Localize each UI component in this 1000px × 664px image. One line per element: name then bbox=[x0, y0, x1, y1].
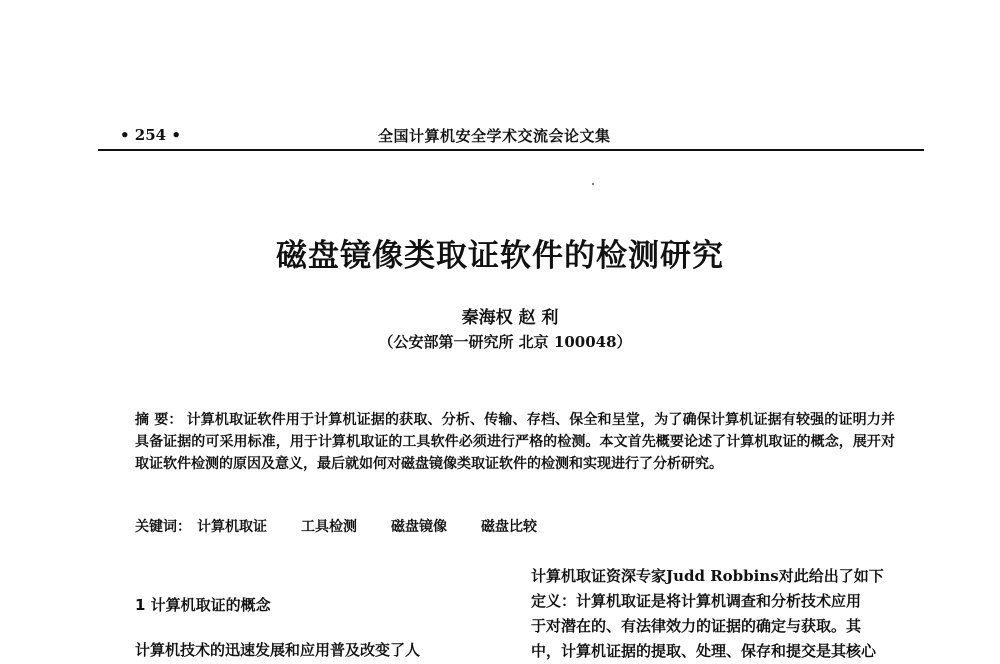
affiliation: （公安部第一研究所 北京 100048） bbox=[378, 333, 632, 351]
text-line: 计算机取证资深专家Judd Robbins对此给出了如下 bbox=[531, 567, 884, 585]
keyword: 磁盘镜像 bbox=[391, 519, 447, 535]
authors: 秦海权 赵 利 bbox=[461, 308, 559, 328]
paper-title: 磁盘镜像类取证软件的检测研究 bbox=[276, 238, 724, 274]
section-heading: 1 计算机取证的概念 bbox=[135, 596, 271, 614]
header-rule bbox=[98, 149, 924, 151]
abstract-label: 摘 要： bbox=[135, 412, 183, 428]
page-number: • 254 • bbox=[120, 126, 181, 144]
text-line: 定义：计算机取证是将计算机调查和分析技术应用 bbox=[531, 592, 862, 610]
keywords bbox=[135, 516, 537, 536]
speck bbox=[592, 183, 594, 185]
text-line: 于对潜在的、有法律效力的证据的确定与获取。其 bbox=[531, 617, 862, 635]
body-text-right bbox=[531, 564, 921, 664]
keyword: 工具检测 bbox=[301, 519, 357, 535]
keywords-label: 关键词： bbox=[135, 519, 191, 535]
text-line: 中，计算机证据的提取、处理、保存和提交是其核心 bbox=[531, 642, 877, 660]
keyword: 计算机取证 bbox=[197, 519, 267, 535]
running-header bbox=[98, 122, 924, 148]
body-text-left: 计算机技术的迅速发展和应用普及改变了人 bbox=[135, 641, 421, 659]
abstract-text: 计算机取证软件用于计算机证据的获取、分析、传输、存档、保全和呈堂，为了确保计算机证据有较强的证明力并具备证据的可采用标准，用于计算机取证的工具软件必须进行严格的检测。本文首先概要论述了计算机取证的概念，展开对取证软件检测的原因及意义，最后就如何对磁盘镜像类取证软件的检测和实现进行了分析研究。 bbox=[135, 412, 895, 472]
keyword: 磁盘比较 bbox=[481, 519, 537, 535]
running-title: 全国计算机安全学术交流会论文集 bbox=[378, 127, 611, 145]
abstract bbox=[135, 409, 895, 475]
